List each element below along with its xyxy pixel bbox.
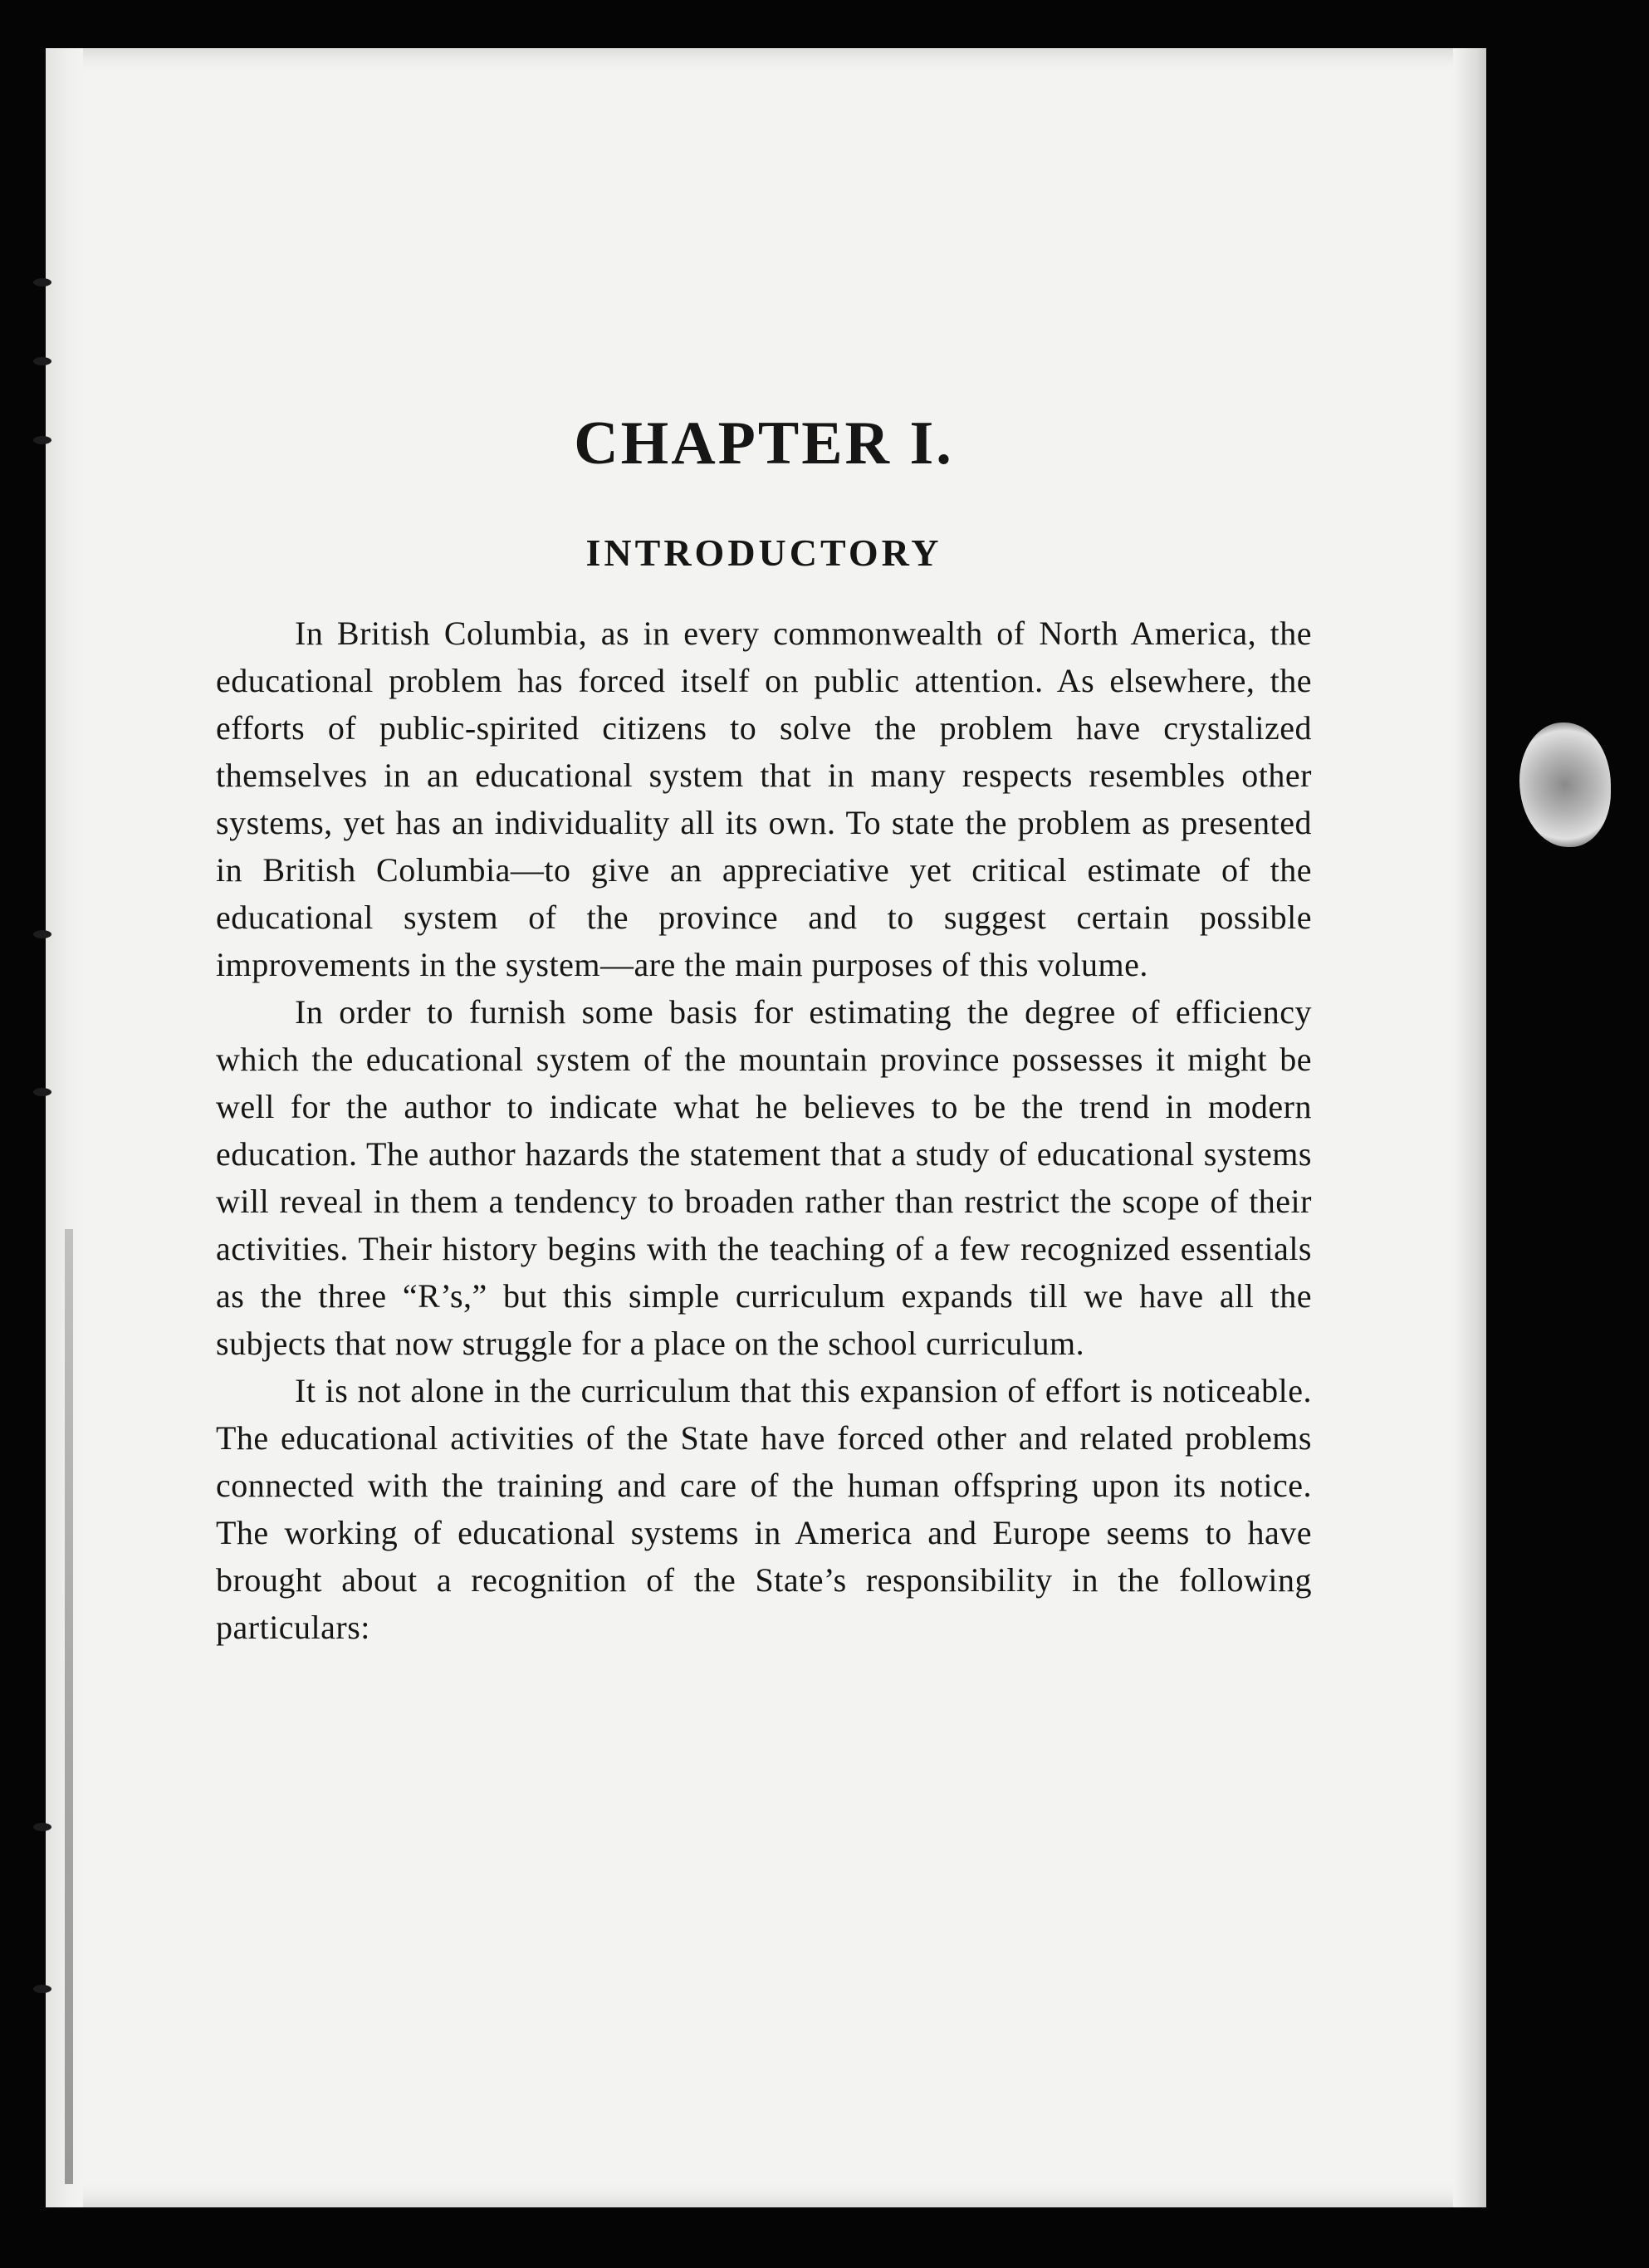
margin-mark: [33, 357, 51, 365]
margin-mark: [33, 1088, 51, 1096]
page-edge-shadow: [1453, 48, 1486, 2207]
margin-mark: [33, 278, 51, 287]
chapter-title: CHAPTER I.: [574, 409, 954, 478]
section-title: INTRODUCTORY: [585, 531, 942, 574]
paragraph: In order to furnish some basis for estimating the degree of efficiency which the educational system of the mountain province possesses it might be well for the author to indicate what he believes to be the trend in modern education. The author hazards the statement that a study of educational systems will reveal in them a tendency to broaden rather than restrict the scope of their activities. Their history begins with the teaching of a few recognized essentials as the three “R’s,” but this simple curriculum expands till we have all the subjects that now struggle for a place on the school curriculum.: [216, 993, 1312, 1362]
page-content: [216, 357, 1312, 1651]
paragraph: In British Columbia, as in every commonwealth of North America, the educational problem has forced itself on public attention. As elsewhere, the efforts of public-spirited citizens to solve the problem have crystalized themselves in an educational system that in many respects resembles other systems, yet has an individuality all its own. To state the problem as presented in British Columbia—to give an appreciative yet critical estimate of the educational system of the province and to suggest certain possible improvements in the system—are the main purposes of this volume.: [216, 615, 1312, 983]
binding-shadow: [65, 1229, 73, 2184]
paragraph: It is not alone in the curriculum that this expansion of effort is noticeable. The educational activities of the State have forced other and related problems connected with the training and care of the human offspring upon its notice. The working of educational systems in America and Europe seems to have brought about a recognition of the State’s responsibility in the following particulars:: [216, 1372, 1312, 1646]
margin-mark: [33, 436, 51, 444]
margin-mark: [33, 1823, 51, 1831]
margin-mark: [33, 1985, 51, 1993]
margin-mark: [33, 930, 51, 938]
